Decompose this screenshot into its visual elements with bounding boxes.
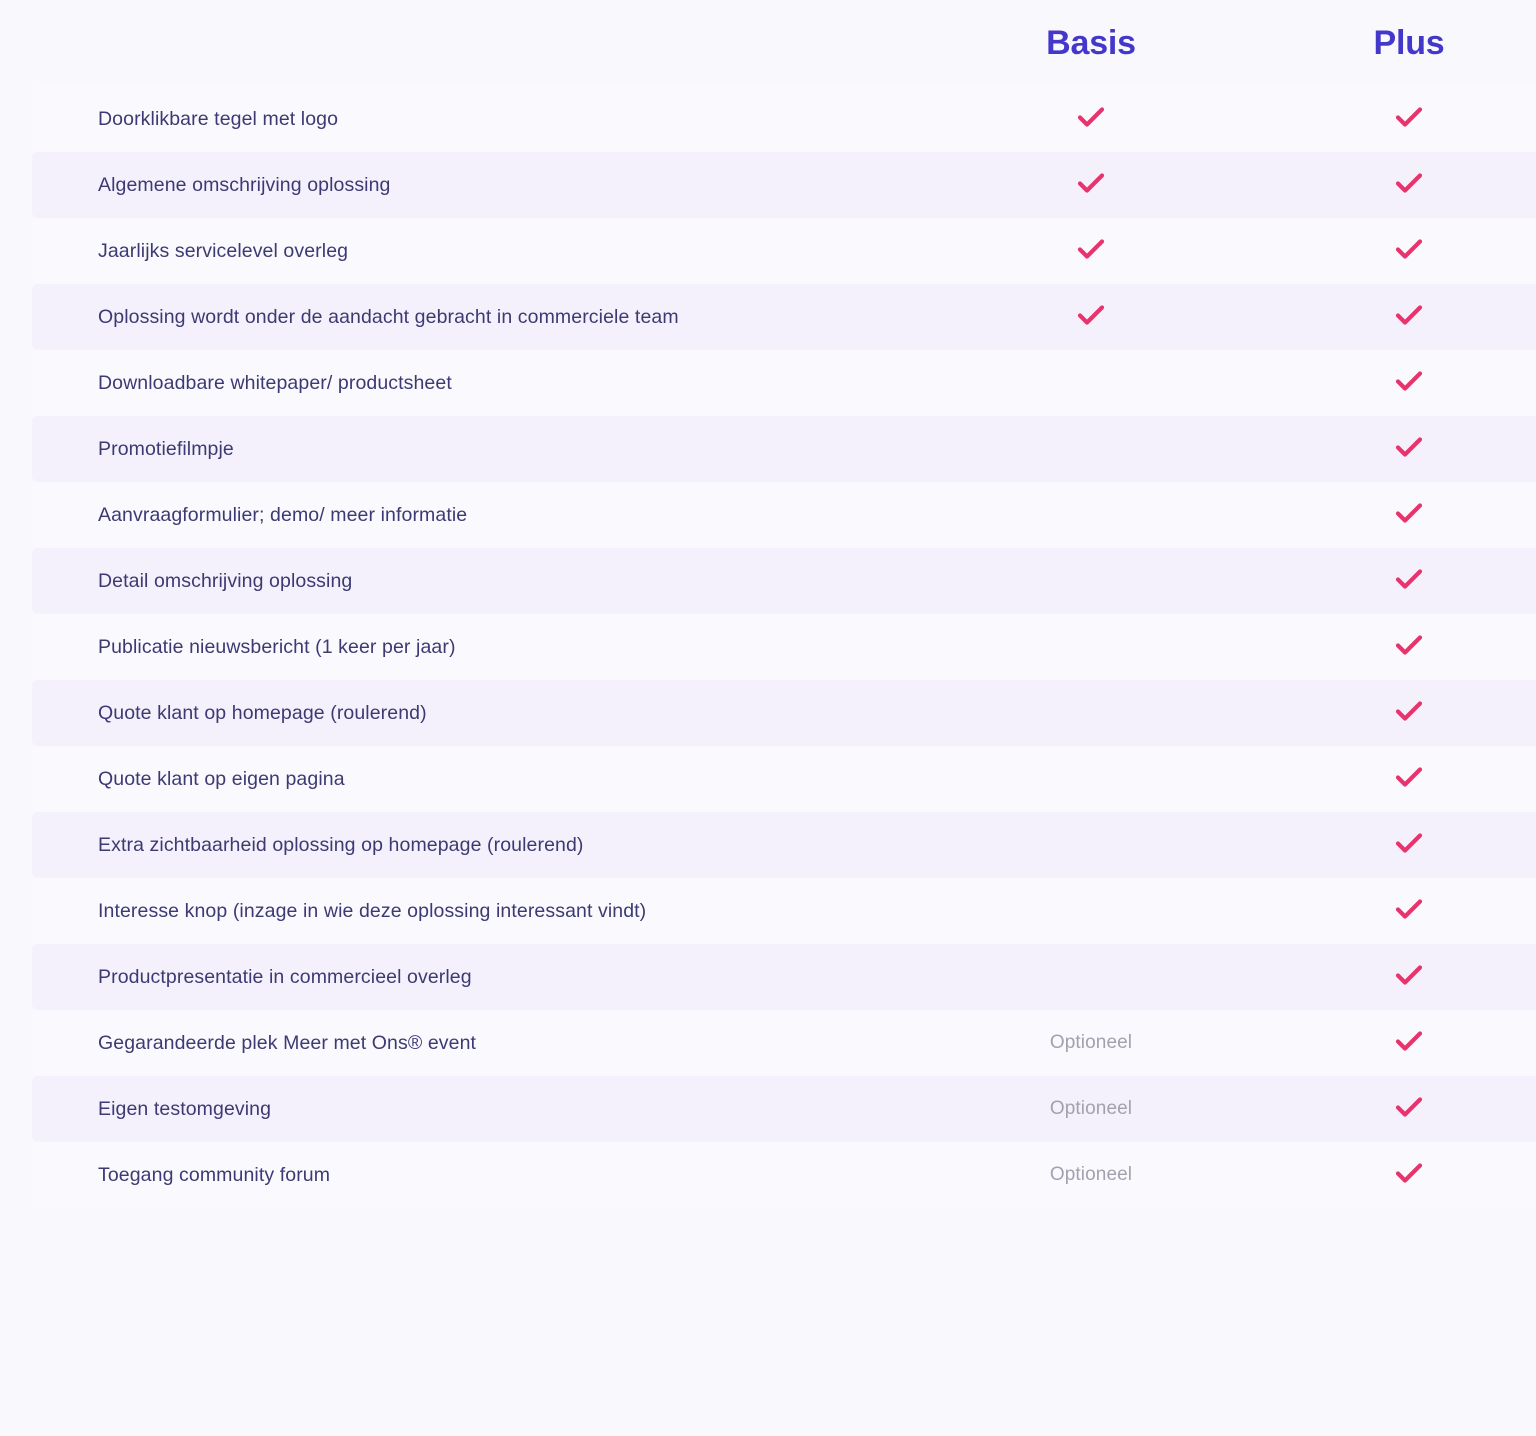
cell-basis: [932, 812, 1250, 878]
cell-basis: [932, 1076, 1250, 1142]
cell-basis: [932, 548, 1250, 614]
cell-basis: [932, 350, 1250, 416]
cell-basis: [932, 878, 1250, 944]
table-row: [32, 218, 1536, 284]
feature-label: Quote klant op homepage (roulerend): [32, 680, 932, 746]
cell-basis: [932, 944, 1250, 1010]
check-icon: [1392, 694, 1426, 728]
check-icon: [1392, 562, 1426, 596]
cell-plus: [1250, 1076, 1536, 1142]
feature-label: Productpresentatie in commercieel overleg: [32, 944, 932, 1010]
empty-cell: [1091, 914, 1092, 915]
empty-cell: [1091, 782, 1092, 783]
table-row: [32, 1076, 1536, 1142]
feature-label: Algemene omschrijving oplossing: [32, 152, 932, 218]
check-icon: [1392, 364, 1426, 398]
cell-plus: [1250, 680, 1536, 746]
optional-label: Optioneel: [1049, 1032, 1133, 1053]
feature-label: Quote klant op eigen pagina: [32, 746, 932, 812]
table-row: [32, 548, 1536, 614]
plan-comparison-table: [32, 0, 1536, 1208]
cell-plus: [1250, 878, 1536, 944]
cell-plus: [1250, 218, 1536, 284]
cell-plus: [1250, 614, 1536, 680]
table-row: [32, 746, 1536, 812]
feature-label: Detail omschrijving oplossing: [32, 548, 932, 614]
table-row: [32, 1010, 1536, 1076]
empty-cell: [1091, 386, 1092, 387]
table-row: [32, 416, 1536, 482]
feature-label: Interesse knop (inzage in wie deze oplossing interessant vindt): [32, 878, 932, 944]
cell-plus: [1250, 416, 1536, 482]
feature-label: Gegarandeerde plek Meer met Ons® event: [32, 1010, 932, 1076]
column-header-plus: Plus: [1373, 23, 1445, 62]
check-icon: [1392, 958, 1426, 992]
table-row: [32, 482, 1536, 548]
empty-cell: [1091, 980, 1092, 981]
table-row: [32, 350, 1536, 416]
column-header-feature: [32, 0, 932, 86]
check-icon: [1392, 1024, 1426, 1058]
cell-plus: [1250, 944, 1536, 1010]
cell-plus: [1250, 746, 1536, 812]
check-icon: [1392, 760, 1426, 794]
cell-basis: [932, 746, 1250, 812]
cell-plus: [1250, 482, 1536, 548]
check-icon: [1392, 1090, 1426, 1124]
optional-label: Optioneel: [1049, 1164, 1133, 1185]
feature-label: Publicatie nieuwsbericht (1 keer per jaar): [32, 614, 932, 680]
table-row: [32, 878, 1536, 944]
check-icon: [1392, 826, 1426, 860]
empty-cell: [1091, 518, 1092, 519]
check-icon: [1392, 298, 1426, 332]
cell-basis: [932, 482, 1250, 548]
table-row: [32, 86, 1536, 152]
check-icon: [1074, 100, 1108, 134]
table-row: [32, 812, 1536, 878]
cell-basis: [932, 1010, 1250, 1076]
feature-label: Doorklikbare tegel met logo: [32, 86, 932, 152]
table-row: [32, 944, 1536, 1010]
cell-basis: [932, 680, 1250, 746]
table-row: [32, 1142, 1536, 1208]
feature-label: Jaarlijks servicelevel overleg: [32, 218, 932, 284]
cell-basis: [932, 284, 1250, 350]
empty-cell: [1091, 452, 1092, 453]
optional-label: Optioneel: [1049, 1098, 1133, 1119]
table-row: [32, 680, 1536, 746]
empty-cell: [1091, 584, 1092, 585]
cell-basis: [932, 1142, 1250, 1208]
check-icon: [1074, 166, 1108, 200]
column-header-basis: Basis: [1046, 23, 1136, 62]
cell-basis: [932, 416, 1250, 482]
cell-plus: [1250, 284, 1536, 350]
table-header: [32, 0, 1536, 86]
cell-plus: [1250, 350, 1536, 416]
check-icon: [1392, 232, 1426, 266]
cell-basis: [932, 152, 1250, 218]
check-icon: [1074, 298, 1108, 332]
feature-label: Extra zichtbaarheid oplossing op homepage (roulerend): [32, 812, 932, 878]
check-icon: [1392, 1156, 1426, 1190]
check-icon: [1392, 430, 1426, 464]
cell-plus: [1250, 1010, 1536, 1076]
feature-label: Toegang community forum: [32, 1142, 932, 1208]
check-icon: [1392, 166, 1426, 200]
table-row: [32, 152, 1536, 218]
cell-basis: [932, 218, 1250, 284]
empty-cell: [1091, 848, 1092, 849]
feature-label: Downloadbare whitepaper/ productsheet: [32, 350, 932, 416]
empty-cell: [1091, 716, 1092, 717]
table-row: [32, 614, 1536, 680]
check-icon: [1392, 628, 1426, 662]
table-header-row: [32, 0, 1536, 86]
check-icon: [1392, 892, 1426, 926]
feature-label: Aanvraagformulier; demo/ meer informatie: [32, 482, 932, 548]
empty-cell: [1091, 650, 1092, 651]
cell-plus: [1250, 812, 1536, 878]
cell-basis: [932, 614, 1250, 680]
table-body: [32, 86, 1536, 1208]
cell-plus: [1250, 548, 1536, 614]
cell-plus: [1250, 1142, 1536, 1208]
cell-plus: [1250, 86, 1536, 152]
feature-label: Eigen testomgeving: [32, 1076, 932, 1142]
feature-label: Promotiefilmpje: [32, 416, 932, 482]
cell-basis: [932, 86, 1250, 152]
feature-label: Oplossing wordt onder de aandacht gebracht in commerciele team: [32, 284, 932, 350]
check-icon: [1392, 496, 1426, 530]
cell-plus: [1250, 152, 1536, 218]
check-icon: [1392, 100, 1426, 134]
table-row: [32, 284, 1536, 350]
check-icon: [1074, 232, 1108, 266]
